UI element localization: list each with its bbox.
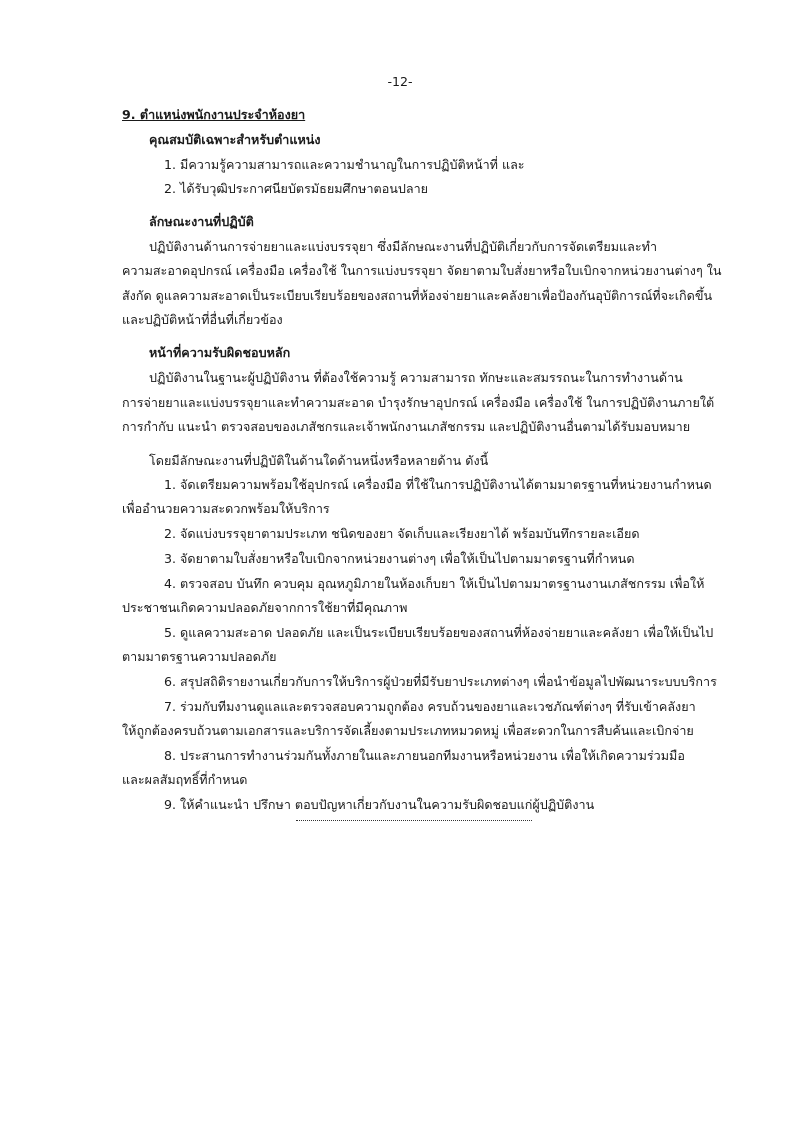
job-nature-heading: ลักษณะงานที่ปฏิบัติ [149, 214, 254, 229]
job-nature-line: และปฏิบัติหน้าที่อื่นที่เกี่ยวข้อง [122, 312, 283, 327]
duty-item: 9. ให้คำแนะนำ ปรึกษา ตอบปัญหาเกี่ยวกับงานในความรับผิดชอบแก่ผู้ปฏิบัติงาน [164, 797, 595, 812]
section-title: 9. ตำแหน่งพนักงานประจำห้องยา [122, 107, 306, 122]
duty-item: 7. ร่วมกับทีมงานดูแลและตรวจสอบความถูกต้อง ครบถ้วนของยาและเวชภัณฑ์ต่างๆ ที่รับเข้าคลังยา [164, 699, 696, 714]
responsibilities-heading: หน้าที่ความรับผิดชอบหลัก [149, 345, 291, 360]
responsibilities-lead: โดยมีลักษณะงานที่ปฏิบัติในด้านใดด้านหนึ่งหรือหลายด้าน ดังนี้ [149, 453, 489, 468]
duty-item: 8. ประสานการทำงานร่วมกันทั้งภายในและภายนอกทีมงานหรือหน่วยงาน เพื่อให้เกิดความร่วมมือ [164, 748, 685, 763]
duty-item: 3. จัดยาตามใบสั่งยาหรือใบเบิกจากหน่วยงานต่างๆ เพื่อให้เป็นไปตามมาตรฐานที่กำหนด [164, 551, 635, 566]
duty-item-continuation: ตามมาตรฐานความปลอดภัย [122, 649, 277, 664]
job-nature-line: ปฏิบัติงานด้านการจ่ายยาและแบ่งบรรจุยา ซึ่งมีลักษณะงานที่ปฏิบัติเกี่ยวกับการจัดเตรียมและทำ [149, 239, 658, 254]
responsibilities-intro-line: ปฏิบัติงานในฐานะผู้ปฏิบัติงาน ที่ต้องใช้ความรู้ ความสามารถ ทักษะและสมรรถนะในการทำงานด้าน [149, 370, 683, 385]
qualifications-heading: คุณสมบัติเฉพาะสำหรับตำแหน่ง [149, 132, 321, 147]
responsibilities-intro-line: การจ่ายยาและแบ่งบรรจุยาและทำความสะอาด บำรุงรักษาอุปกรณ์ เครื่องมือ เครื่องใช้ ในการปฏิบัติงานภายใต้ [122, 395, 715, 410]
duty-item-continuation: เพื่ออำนวยความสะดวกพร้อมให้บริการ [122, 501, 330, 516]
duty-item-continuation: ประชาชนเกิดความปลอดภัยจากการใช้ยาที่มีคุณภาพ [122, 600, 408, 615]
duty-item: 2. จัดแบ่งบรรจุยาตามประเภท ชนิดของยา จัดเก็บและเรียงยาได้ พร้อมบันทึกรายละเอียด [164, 526, 640, 541]
duty-item: 4. ตรวจสอบ บันทึก ควบคุม อุณหภูมิภายในห้องเก็บยา ให้เป็นไปตามมาตรฐานงานเภสัชกรรม เพื่อให้ [164, 576, 705, 591]
end-dotted-line [296, 820, 532, 821]
duty-item-continuation: และผลสัมฤทธิ์ที่กำหนด [122, 772, 248, 787]
job-nature-line: ความสะอาดอุปกรณ์ เครื่องมือ เครื่องใช้ ในการแบ่งบรรจุยา จัดยาตามใบสั่งยาหรือใบเบิกจากหน่วยงานต่างๆ ใน [122, 263, 722, 278]
qualification-item: 1. มีความรู้ความสามารถและความชำนาญในการปฏิบัติหน้าที่ และ [164, 157, 525, 172]
duty-item: 5. ดูแลความสะอาด ปลอดภัย และเป็นระเบียบเรียบร้อยของสถานที่ห้องจ่ายยาและคลังยา เพื่อให้เป็นไป [164, 625, 714, 640]
page-number: -12- [387, 74, 413, 89]
qualification-item: 2. ได้รับวุฒิประกาศนียบัตรมัธยมศึกษาตอนปลาย [164, 181, 429, 196]
duty-item: 1. จัดเตรียมความพร้อมใช้อุปกรณ์ เครื่องมือ ที่ใช้ในการปฏิบัติงานได้ตามมาตรฐานที่หน่วยงานกำหนด [164, 477, 712, 492]
duty-item: 6. สรุปสถิติรายงานเกี่ยวกับการให้บริการผู้ป่วยที่มีรับยาประเภทต่างๆ เพื่อนำข้อมูลไปพัฒนาระบบบริการ [164, 674, 717, 689]
duty-item-continuation: ให้ถูกต้องครบถ้วนตามเอกสารและบริการจัดเลี้ยงตามประเภทหมวดหมู่ เพื่อสะดวกในการสืบค้นและเบิกจ่าย [122, 723, 694, 738]
responsibilities-intro-line: การกำกับ แนะนำ ตรวจสอบของเภสัชกรและเจ้าพนักงานเภสัชกรรม และปฏิบัติงานอื่นตามได้รับมอบหมาย [122, 419, 691, 434]
job-nature-line: สังกัด ดูแลความสะอาดเป็นระเบียบเรียบร้อยของสถานที่ห้องจ่ายยาและคลังยาเพื่อป้องกันอุบัติการณ์ที่จะเกิดขึ้น [122, 288, 713, 303]
